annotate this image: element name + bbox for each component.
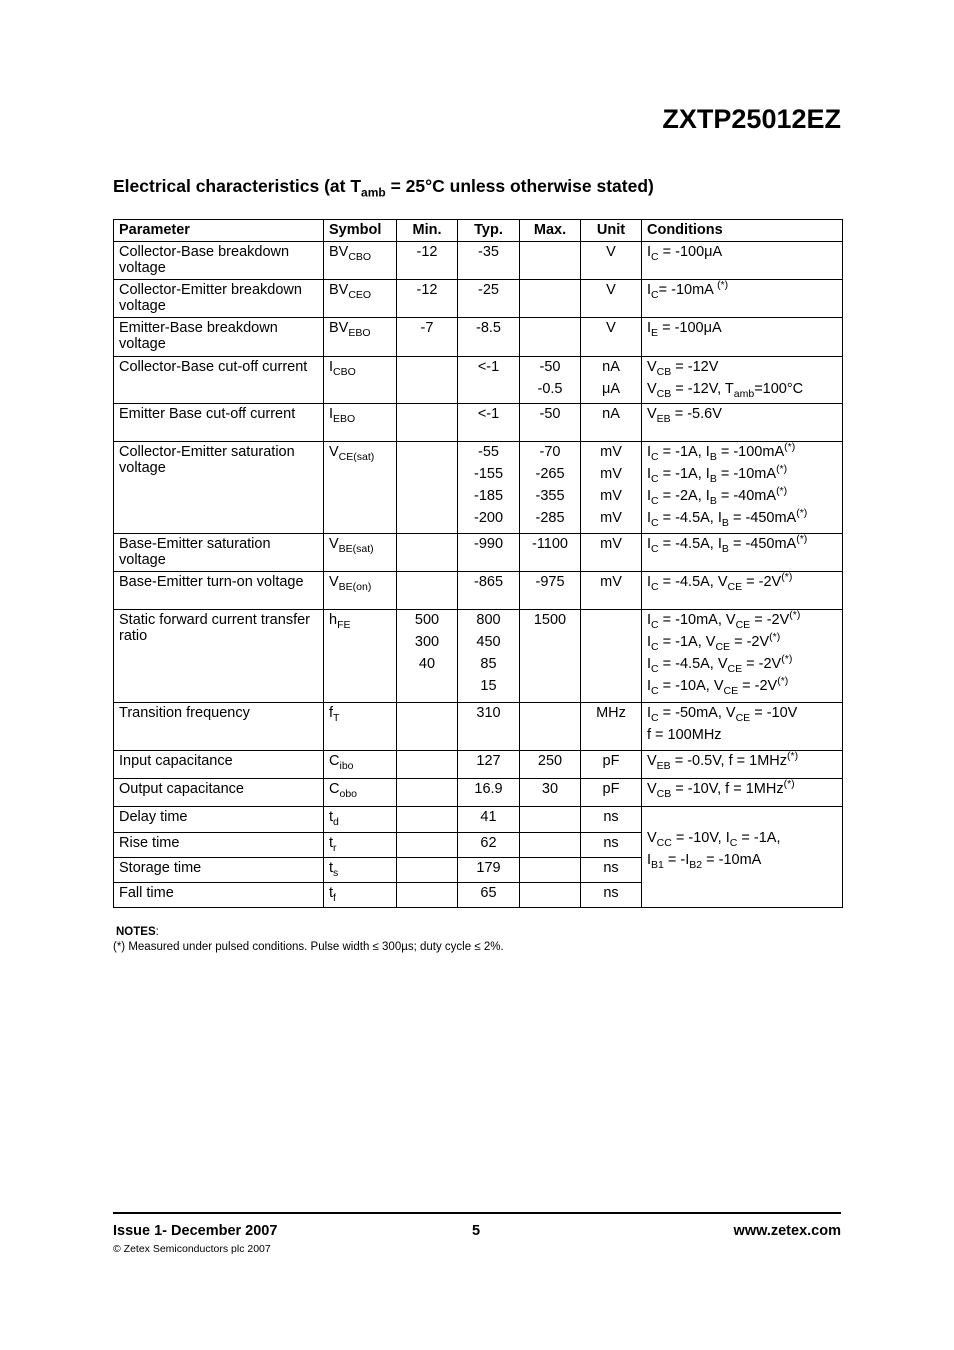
max-cell-line: -285: [535, 510, 565, 526]
typ-cell: 127: [458, 751, 520, 779]
conditions-cell: [642, 242, 843, 280]
column-header: Max.: [520, 220, 581, 242]
condition-line: $I_C = -4.5A$, $V_{CE} = -2V^{(*)}$: [647, 653, 793, 675]
min-cell: -12: [397, 242, 458, 280]
unit-cell-line: nA: [602, 359, 620, 375]
max-cell-line: -355: [535, 488, 565, 504]
unit-cell: pF: [581, 751, 642, 779]
min-cell: [397, 534, 458, 572]
table-row: [114, 242, 843, 280]
parameter-cell: Collector-Base cut-off current: [114, 357, 324, 404]
unit-cell-line: mV: [600, 466, 622, 482]
typ-cell-line: 450: [476, 634, 501, 650]
section-title: Electrical characteristics (at $T_{amb} = 25^\circ C$ unless otherwise stated): [113, 176, 654, 200]
conditions-cell: [642, 442, 843, 534]
unit-cell: ns: [581, 883, 642, 908]
min-cell: [397, 807, 458, 833]
parameter-cell: Collector-Emitter breakdown voltage: [114, 280, 324, 318]
page-number: 5: [472, 1223, 481, 1239]
max-cell: 30: [520, 779, 581, 807]
unit-cell-line: mV: [600, 488, 622, 504]
conditions-cell: [642, 280, 843, 318]
min-cell: [397, 703, 458, 751]
max-cell: [520, 833, 581, 858]
condition-line: $V_{CB} = -10V$, f = 1MHz(*): [647, 778, 795, 800]
symbol-cell: $C_{obo}$: [324, 779, 397, 807]
parameter-cell: Emitter-Base breakdown voltage: [114, 318, 324, 357]
min-cell: [397, 610, 458, 703]
max-cell: [520, 280, 581, 318]
parameter-cell: Base-Emitter turn-on voltage: [114, 572, 324, 610]
typ-cell-line: -185: [473, 488, 504, 504]
typ-cell: 16.9: [458, 779, 520, 807]
typ-cell-line: -55: [478, 444, 499, 460]
symbol-cell: $t_d$: [324, 807, 397, 833]
symbol-cell: $BV_{CEO}$: [324, 280, 397, 318]
table-header-row: [114, 220, 843, 242]
max-cell: [520, 357, 581, 404]
table-body: [114, 242, 843, 908]
min-cell: [397, 442, 458, 534]
conditions-cell: [642, 318, 843, 357]
parameter-cell: Input capacitance: [114, 751, 324, 779]
table-row: [114, 779, 843, 807]
min-cell: [397, 357, 458, 404]
max-cell: [520, 883, 581, 908]
conditions-cell: [642, 357, 843, 404]
typ-cell: 65: [458, 883, 520, 908]
max-cell: [520, 807, 581, 833]
condition-line: $I_C= -10mA$ (*): [647, 279, 729, 301]
footer-divider: [113, 1212, 841, 1214]
unit-cell: ns: [581, 858, 642, 883]
table-row: [114, 703, 843, 751]
typ-cell: -25: [458, 280, 520, 318]
conditions-cell: [642, 572, 843, 610]
condition-line: $I_E = -100\mu A$: [647, 320, 722, 339]
parameter-cell: Delay time: [114, 807, 324, 833]
table-row: [114, 751, 843, 779]
min-cell: [397, 858, 458, 883]
unit-cell: pF: [581, 779, 642, 807]
table-row: [114, 807, 843, 833]
max-cell-line: -265: [535, 466, 565, 482]
condition-line: $I_C = -2A$, $I_B = -40mA^{(*)}$: [647, 485, 788, 507]
electrical-characteristics-table: [113, 219, 843, 908]
condition-line: $V_{CB} = -12V$, $T_{amb}=100^\circ C$: [647, 381, 804, 400]
notes-heading: NOTES:: [116, 926, 159, 938]
max-cell: [520, 858, 581, 883]
max-cell-line: -0.5: [537, 381, 563, 397]
condition-line: $I_C = -1A$, $V_{CE} = -2V^{(*)}$: [647, 631, 781, 653]
condition-line: $I_{B1} = -I_{B2} = -10mA$: [647, 852, 762, 871]
condition-line: $I_C = -1A$, $I_B = -10mA^{(*)}$: [647, 463, 788, 485]
conditions-cell: [642, 404, 843, 442]
typ-cell: 179: [458, 858, 520, 883]
unit-cell: [581, 610, 642, 703]
condition-line: $V_{EB} = -0.5V$, f = 1MHz(*): [647, 750, 799, 772]
condition-line: $I_C = -10A$, $V_{CE} = -2V^{(*)}$: [647, 675, 789, 697]
parameter-cell: Emitter Base cut-off current: [114, 404, 324, 442]
condition-line: $I_C = -4.5A$, $I_B = -450mA^{(*)}$: [647, 533, 808, 555]
parameter-cell: Fall time: [114, 883, 324, 908]
unit-cell-line: μA: [601, 381, 621, 397]
symbol-cell: $BV_{CBO}$: [324, 242, 397, 280]
unit-cell: nA: [581, 404, 642, 442]
typ-cell-line: 15: [480, 678, 497, 694]
unit-cell: ns: [581, 833, 642, 858]
max-cell-line: -50: [539, 359, 561, 375]
column-header: Min.: [397, 220, 458, 242]
min-cell: [397, 572, 458, 610]
typ-cell-line: 85: [480, 656, 497, 672]
parameter-cell: Rise time: [114, 833, 324, 858]
symbol-cell: $t_s$: [324, 858, 397, 883]
unit-cell-line: mV: [600, 510, 622, 526]
typ-cell: 62: [458, 833, 520, 858]
unit-cell: ns: [581, 807, 642, 833]
unit-cell: mV: [581, 572, 642, 610]
typ-cell: <-1: [458, 404, 520, 442]
condition-line: $I_C = -4.5A$, $I_B = -450mA^{(*)}$: [647, 507, 808, 529]
conditions-cell: [642, 534, 843, 572]
typ-cell: 41: [458, 807, 520, 833]
min-cell: [397, 404, 458, 442]
typ-cell: 310: [458, 703, 520, 751]
typ-cell: -35: [458, 242, 520, 280]
table-row: [114, 404, 843, 442]
max-cell: 1500: [520, 610, 581, 703]
table-row: [114, 572, 843, 610]
switching-conditions-cell: [642, 807, 843, 908]
note-item: (*) Measured under pulsed conditions. Pulse width ≤ 300µs; duty cycle ≤ 2%.: [113, 941, 504, 953]
table-row: [114, 442, 843, 534]
typ-cell: [458, 442, 520, 534]
column-header: Conditions: [642, 220, 843, 242]
condition-line: $I_C = -4.5A$, $V_{CE} = -2V^{(*)}$: [647, 571, 793, 593]
notes: [113, 925, 504, 955]
column-header: Parameter: [114, 220, 324, 242]
unit-cell: mV: [581, 534, 642, 572]
table-row: [114, 318, 843, 357]
min-cell: -7: [397, 318, 458, 357]
conditions-cell: [642, 751, 843, 779]
condition-line: $I_C = -1A$, $I_B = -100mA^{(*)}$: [647, 441, 796, 463]
unit-cell: V: [581, 242, 642, 280]
condition-line: $I_C = -50mA$, $V_{CE} = -10V$: [647, 705, 798, 724]
parameter-cell: Collector-Emitter saturation voltage: [114, 442, 324, 534]
parameter-cell: Output capacitance: [114, 779, 324, 807]
max-cell: -50: [520, 404, 581, 442]
max-cell: -1100: [520, 534, 581, 572]
parameter-cell: Storage time: [114, 858, 324, 883]
min-cell-line: 300: [414, 634, 440, 650]
footer-issue: Issue 1- December 2007: [113, 1223, 278, 1239]
typ-cell: -8.5: [458, 318, 520, 357]
footer-copyright: © Zetex Semiconductors plc 2007: [113, 1243, 271, 1255]
symbol-cell: $V_{CE(sat)}$: [324, 442, 397, 534]
part-number: ZXTP25012EZ: [662, 104, 841, 134]
symbol-cell: $V_{BE(on)}$: [324, 572, 397, 610]
min-cell-line: 40: [418, 656, 436, 672]
max-cell: [520, 703, 581, 751]
conditions-cell: [642, 703, 843, 751]
symbol-cell: $C_{ibo}$: [324, 751, 397, 779]
max-cell: [520, 318, 581, 357]
symbol-cell: $V_{BE(sat)}$: [324, 534, 397, 572]
table-row: [114, 357, 843, 404]
unit-cell: V: [581, 318, 642, 357]
min-cell: [397, 883, 458, 908]
typ-cell: -990: [458, 534, 520, 572]
unit-cell: V: [581, 280, 642, 318]
table-row: [114, 610, 843, 703]
symbol-cell: $t_r$: [324, 833, 397, 858]
max-cell: [520, 242, 581, 280]
condition-line: $V_{EB} = -5.6V$: [647, 406, 722, 425]
unit-cell: [581, 357, 642, 404]
typ-cell-line: 800: [476, 612, 501, 628]
column-header: Typ.: [458, 220, 520, 242]
parameter-cell: Transition frequency: [114, 703, 324, 751]
column-header: Unit: [581, 220, 642, 242]
typ-cell: <-1: [458, 357, 520, 404]
conditions-cell: [642, 779, 843, 807]
condition-line: $V_{CC} = -10V$, $I_C = -1A$,: [647, 830, 781, 849]
table-row: [114, 534, 843, 572]
condition-line: $I_C = -10mA$, $V_{CE} = -2V^{(*)}$: [647, 609, 801, 631]
condition-line: f = 100MHz: [647, 727, 722, 743]
condition-line: $I_C = -100\mu A$: [647, 244, 723, 263]
condition-line: $V_{CB} = -12V$: [647, 359, 719, 378]
column-header: Symbol: [324, 220, 397, 242]
min-cell: [397, 751, 458, 779]
symbol-cell: $t_f$: [324, 883, 397, 908]
max-cell: -975: [520, 572, 581, 610]
symbol-cell: $BV_{EBO}$: [324, 318, 397, 357]
typ-cell-line: -155: [473, 466, 504, 482]
parameter-cell: Static forward current transfer ratio: [114, 610, 324, 703]
typ-cell: -865: [458, 572, 520, 610]
min-cell: [397, 779, 458, 807]
parameter-cell: Collector-Base breakdown voltage: [114, 242, 324, 280]
unit-cell-line: mV: [600, 444, 622, 460]
max-cell: [520, 442, 581, 534]
table-row: [114, 280, 843, 318]
conditions-cell: [642, 610, 843, 703]
parameter-cell: Base-Emitter saturation voltage: [114, 534, 324, 572]
typ-cell-line: -200: [473, 510, 504, 526]
max-cell: 250: [520, 751, 581, 779]
symbol-cell: $h_{FE}$: [324, 610, 397, 703]
symbol-cell: $I_{EBO}$: [324, 404, 397, 442]
min-cell-line: 500: [414, 612, 440, 628]
typ-cell: [458, 610, 520, 703]
footer-website: www.zetex.com: [733, 1223, 841, 1239]
unit-cell: [581, 442, 642, 534]
unit-cell: MHz: [581, 703, 642, 751]
min-cell: -12: [397, 280, 458, 318]
symbol-cell: $f_T$: [324, 703, 397, 751]
symbol-cell: $I_{CBO}$: [324, 357, 397, 404]
max-cell-line: -70: [539, 444, 561, 460]
min-cell: [397, 833, 458, 858]
